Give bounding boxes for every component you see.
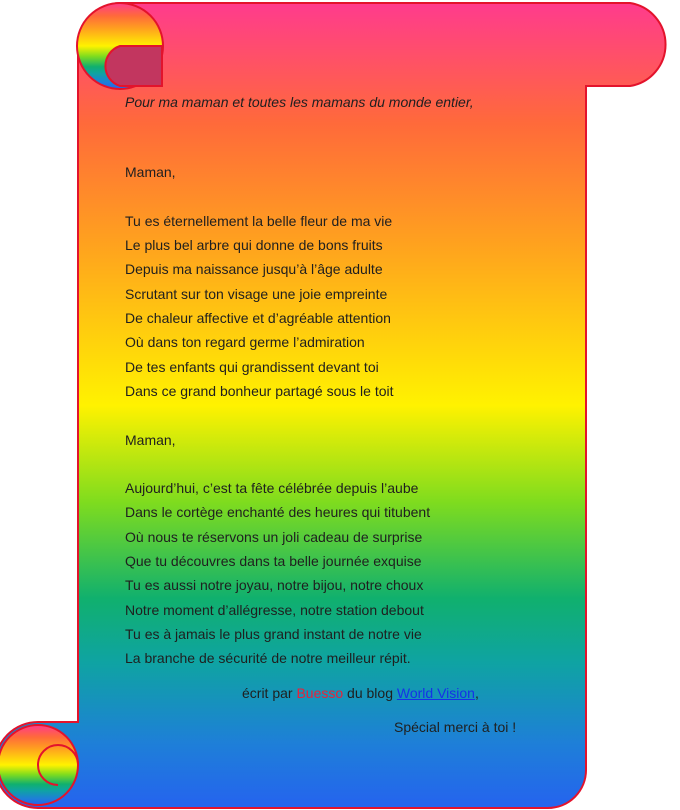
poem-line: Tu es éternellement la belle fleur de ma vie xyxy=(125,212,393,229)
signature-middle: du blog xyxy=(343,685,397,701)
poem-line: Que tu découvres dans ta belle journée exquise xyxy=(125,553,422,570)
poem-line: Dans ce grand bonheur partagé sous le toit xyxy=(125,382,394,399)
spacer xyxy=(125,185,545,209)
poem-line: De chaleur affective et d’agréable attention xyxy=(125,310,391,327)
poem-line: Tu es aussi notre joyau, notre bijou, notre choux xyxy=(125,577,424,594)
salutation: Maman, xyxy=(125,431,176,448)
signature xyxy=(242,685,479,701)
spacer xyxy=(125,114,545,160)
poem-line: Scrutant sur ton visage une joie empreinte xyxy=(125,285,388,302)
author-name: Buesso xyxy=(296,685,344,701)
poem-line: Dans le cortège enchanté des heures qui titubent xyxy=(125,504,431,521)
poem-text xyxy=(125,90,545,671)
poem-line: La branche de sécurité de notre meilleur répit. xyxy=(125,650,411,667)
poem-line: De tes enfants qui grandissent devant toi xyxy=(125,358,379,375)
signature-prefix: écrit par xyxy=(242,685,297,701)
spacer xyxy=(125,403,545,427)
poem-line: Où dans ton regard germe l’admiration xyxy=(125,334,365,351)
poem-line: Le plus bel arbre qui donne de bons fruits xyxy=(125,237,383,254)
poem-line: Où nous te réservons un joli cadeau de surprise xyxy=(125,528,423,545)
signature-suffix: , xyxy=(474,685,479,701)
spacer xyxy=(125,452,545,476)
dedication: Pour ma maman et toutes les mamans du monde entier, xyxy=(125,94,474,110)
poem-line: Tu es à jamais le plus grand instant de notre vie xyxy=(125,625,422,642)
top-curl-inner xyxy=(105,46,162,86)
poem-line: Depuis ma naissance jusqu’à l’âge adulte xyxy=(125,261,383,278)
thanks-note: Spécial merci à toi ! xyxy=(394,719,517,735)
blog-link[interactable]: World Vision xyxy=(396,685,475,701)
poem-line: Notre moment d’allégresse, notre station debout xyxy=(125,601,424,618)
poem-line: Aujourd’hui, c’est ta fête célébrée depuis l’aube xyxy=(125,480,419,497)
salutation: Maman, xyxy=(125,164,176,181)
